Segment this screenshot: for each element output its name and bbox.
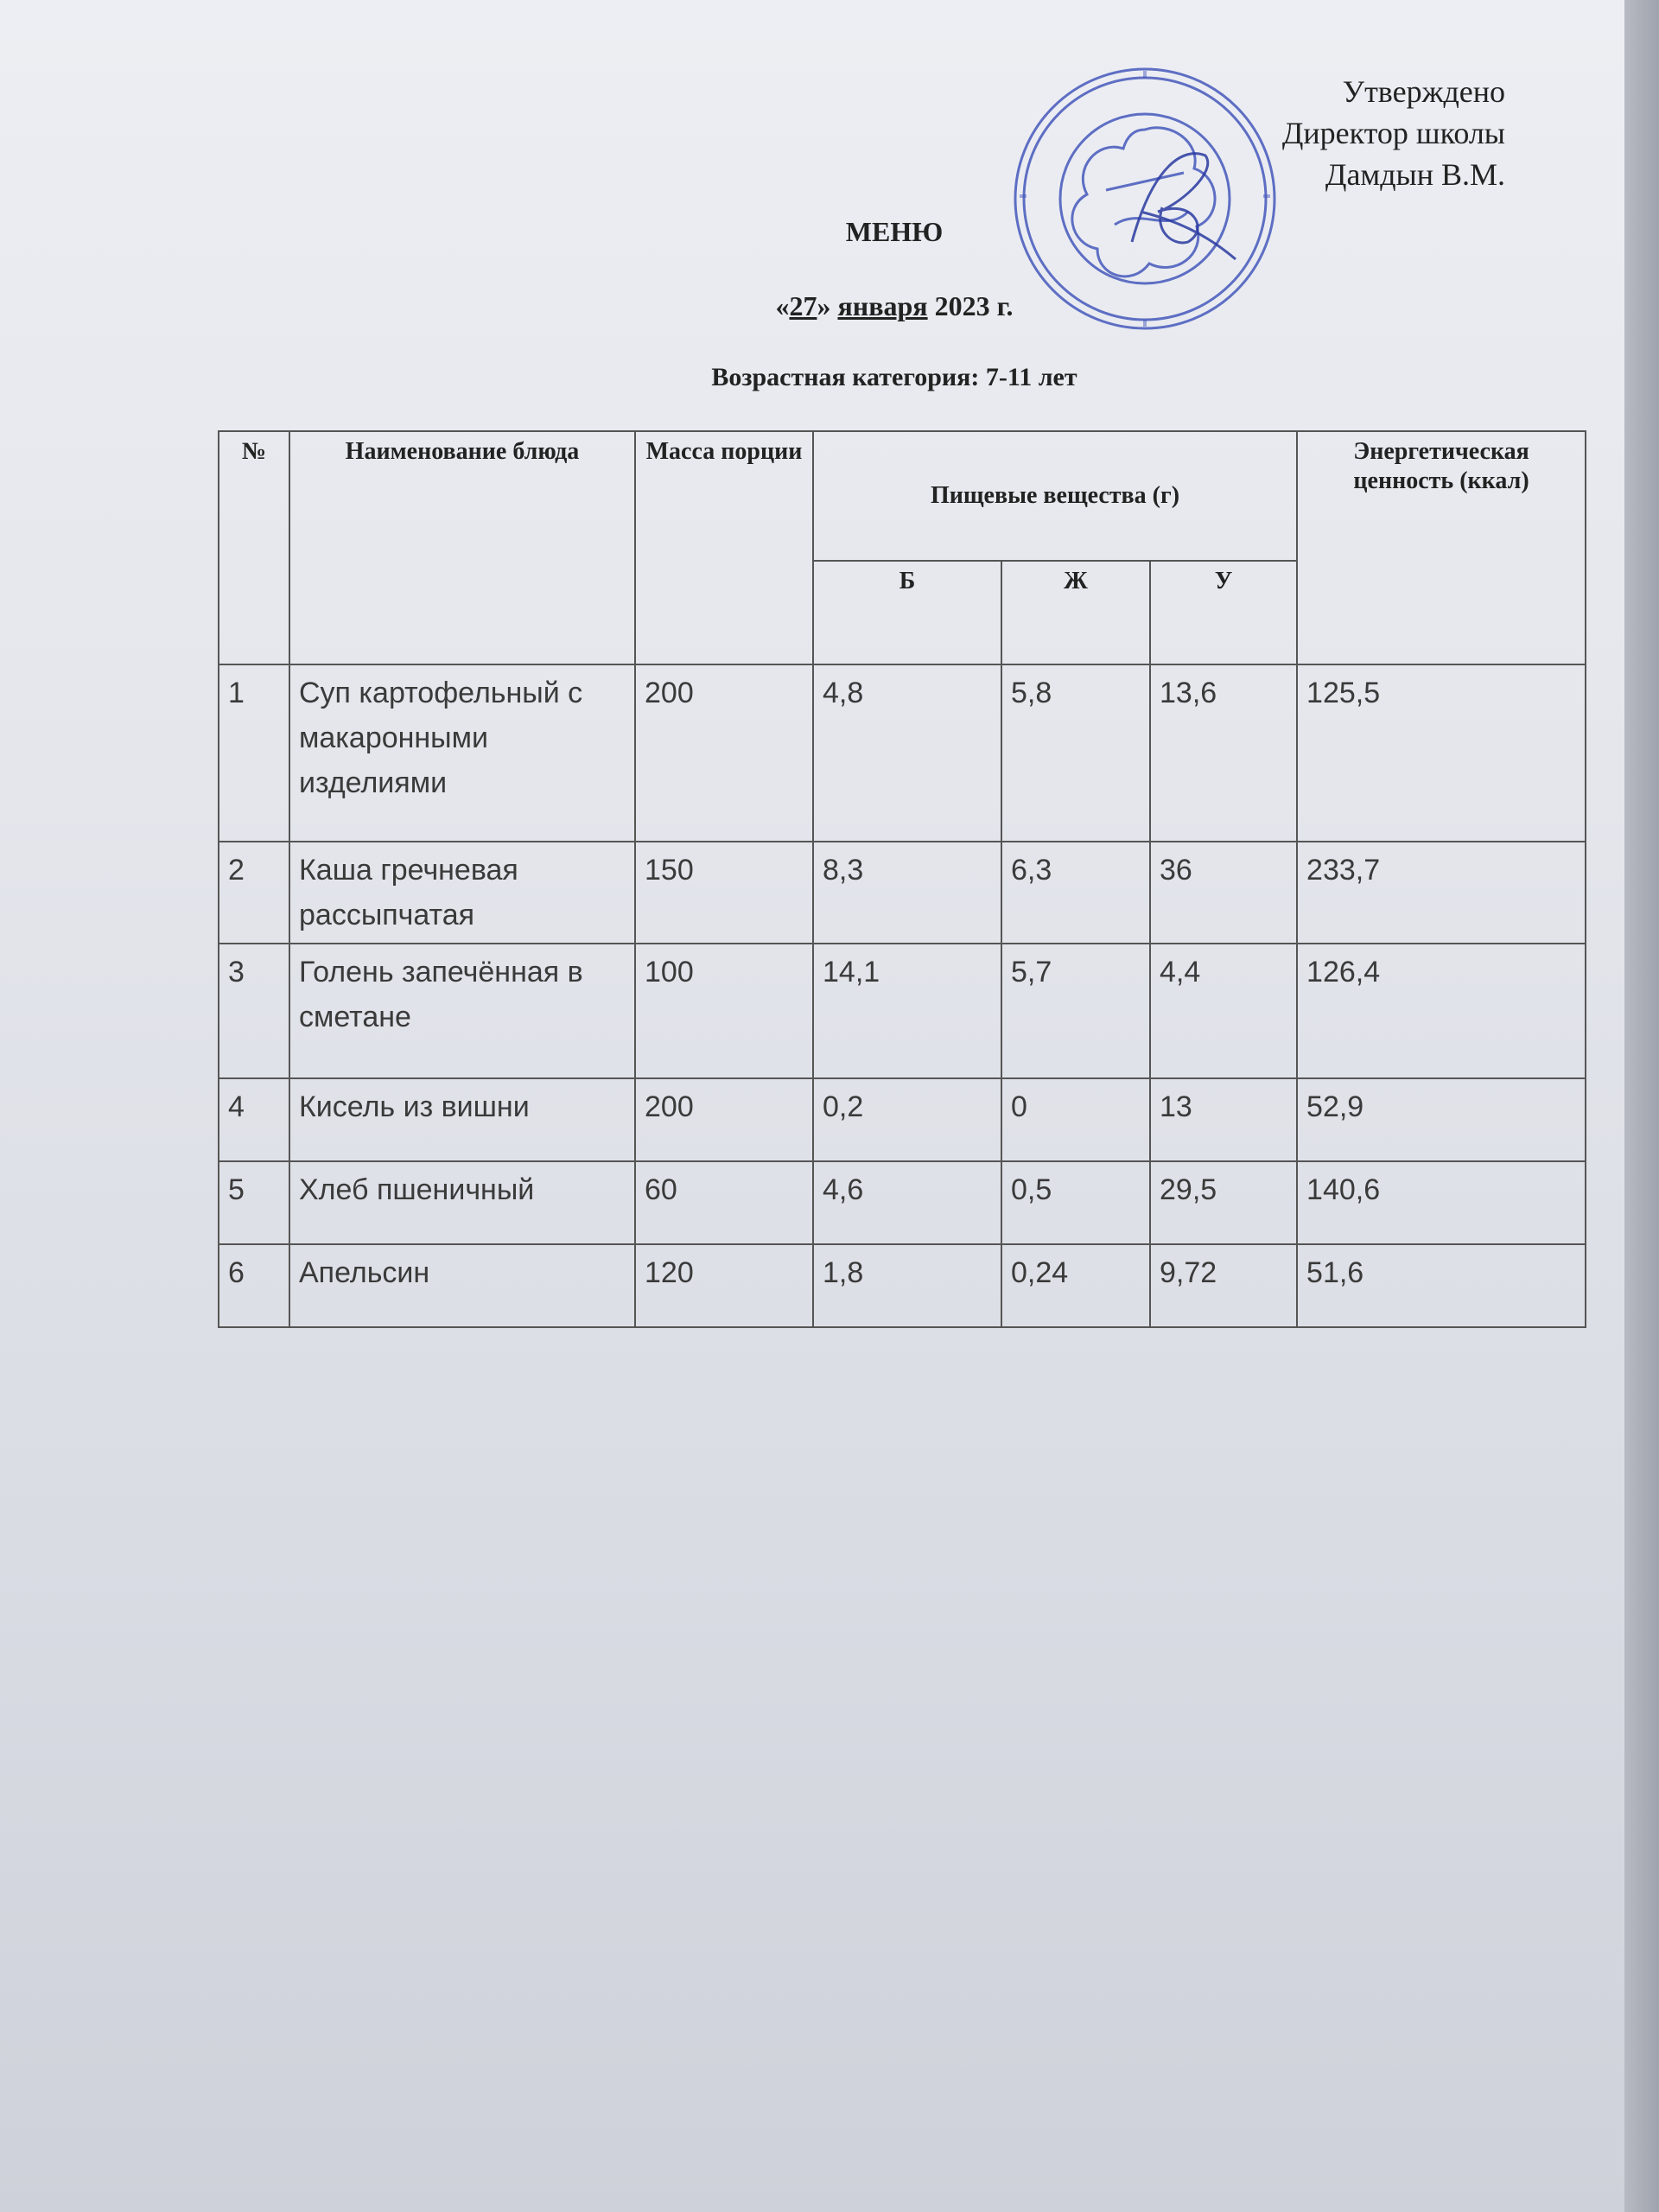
- cell-dish-name: Суп картофельный с макаронными изделиями: [289, 664, 635, 842]
- background-edge: [1624, 0, 1659, 2212]
- cell-fats: 0: [1001, 1078, 1150, 1161]
- date-close-quote: »: [817, 290, 838, 321]
- cell-num: 4: [219, 1078, 289, 1161]
- date-year: 2023 г.: [927, 290, 1014, 321]
- menu-date: [0, 290, 1659, 322]
- table-row: [219, 1244, 1586, 1327]
- date-month: января: [837, 290, 928, 321]
- table-header-row: [219, 431, 1586, 561]
- cell-mass: 60: [635, 1161, 813, 1244]
- cell-mass: 200: [635, 664, 813, 842]
- cell-carbs: 4,4: [1150, 944, 1297, 1078]
- header-carbs: У: [1150, 561, 1297, 664]
- header-dish-name: Наименование блюда: [289, 431, 635, 664]
- cell-num: 6: [219, 1244, 289, 1327]
- cell-fats: 0,24: [1001, 1244, 1150, 1327]
- cell-mass: 100: [635, 944, 813, 1078]
- cell-carbs: 36: [1150, 842, 1297, 944]
- date-open-quote: «: [775, 290, 790, 321]
- cell-carbs: 13: [1150, 1078, 1297, 1161]
- cell-dish-name: Каша гречневая рассыпчатая: [289, 842, 635, 944]
- table-row: [219, 944, 1586, 1078]
- header-nutrients: Пищевые вещества (г): [813, 431, 1297, 561]
- header-proteins: Б: [813, 561, 1001, 664]
- cell-fats: 5,7: [1001, 944, 1150, 1078]
- cell-num: 5: [219, 1161, 289, 1244]
- cell-proteins: 14,1: [813, 944, 1001, 1078]
- approval-signatory: Дамдын В.М.: [1325, 157, 1505, 192]
- cell-dish-name: Голень запечённая в сметане: [289, 944, 635, 1078]
- cell-energy: 233,7: [1297, 842, 1586, 944]
- table-row: [219, 664, 1586, 842]
- cell-num: 2: [219, 842, 289, 944]
- page-title: МЕНЮ: [845, 216, 944, 247]
- cell-mass: 120: [635, 1244, 813, 1327]
- header-num: №: [219, 431, 289, 664]
- cell-num: 3: [219, 944, 289, 1078]
- cell-dish-name: Кисель из вишни: [289, 1078, 635, 1161]
- cell-num: 1: [219, 664, 289, 842]
- approval-label: Утверждено: [1342, 74, 1505, 109]
- cell-mass: 200: [635, 1078, 813, 1161]
- approval-block: [1282, 71, 1505, 195]
- cell-energy: 125,5: [1297, 664, 1586, 842]
- cell-dish-name: Апельсин: [289, 1244, 635, 1327]
- menu-table: [218, 430, 1586, 1328]
- header-portion-mass: Масса порции: [635, 431, 813, 664]
- cell-carbs: 9,72: [1150, 1244, 1297, 1327]
- header-fats: Ж: [1001, 561, 1150, 664]
- cell-proteins: 0,2: [813, 1078, 1001, 1161]
- cell-energy: 140,6: [1297, 1161, 1586, 1244]
- cell-energy: 126,4: [1297, 944, 1586, 1078]
- cell-mass: 150: [635, 842, 813, 944]
- cell-energy: 52,9: [1297, 1078, 1586, 1161]
- table-row: [219, 1078, 1586, 1161]
- date-day: 27: [789, 290, 817, 321]
- cell-proteins: 8,3: [813, 842, 1001, 944]
- table-row: [219, 842, 1586, 944]
- table-row: [219, 1161, 1586, 1244]
- cell-fats: 5,8: [1001, 664, 1150, 842]
- cell-carbs: 29,5: [1150, 1161, 1297, 1244]
- cell-proteins: 4,8: [813, 664, 1001, 842]
- age-category: Возрастная категория: 7-11 лет: [711, 363, 1077, 391]
- approval-position: Директор школы: [1281, 116, 1505, 150]
- cell-proteins: 1,8: [813, 1244, 1001, 1327]
- cell-fats: 6,3: [1001, 842, 1150, 944]
- header-energy: Энергетическая ценность (ккал): [1297, 431, 1586, 664]
- cell-dish-name: Хлеб пшеничный: [289, 1161, 635, 1244]
- cell-fats: 0,5: [1001, 1161, 1150, 1244]
- cell-proteins: 4,6: [813, 1161, 1001, 1244]
- cell-carbs: 13,6: [1150, 664, 1297, 842]
- cell-energy: 51,6: [1297, 1244, 1586, 1327]
